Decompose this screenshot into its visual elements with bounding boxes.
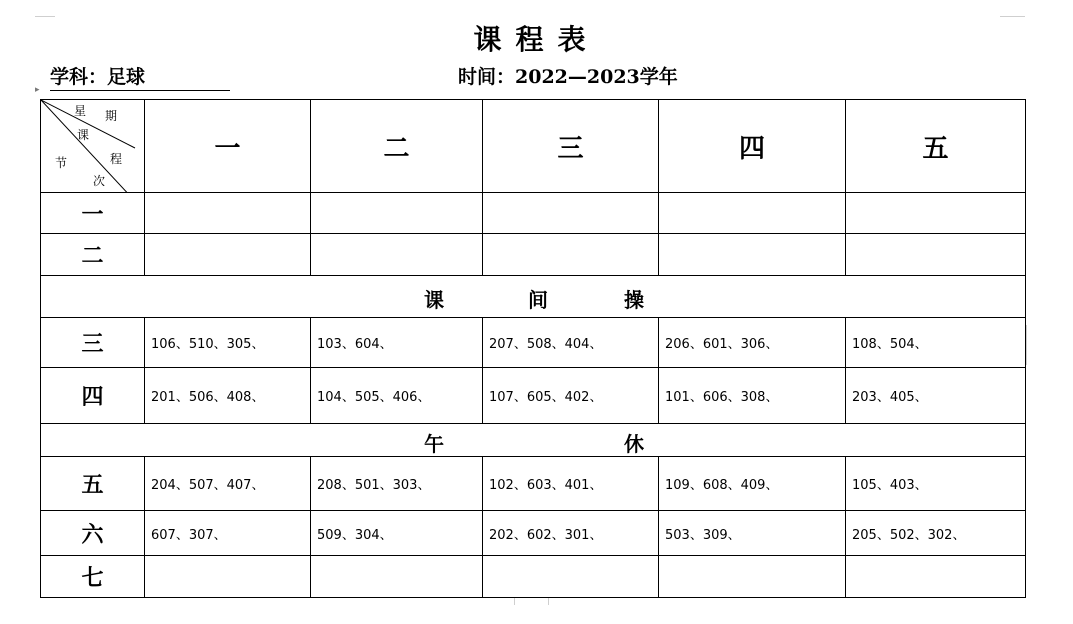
schedule-cell[interactable]: 108、504、: [846, 318, 1026, 368]
schedule-cell[interactable]: [659, 234, 846, 276]
period-label-4: 四: [41, 368, 145, 424]
schedule-cell[interactable]: [311, 193, 483, 234]
schedule-cell[interactable]: 104、505、406、: [311, 368, 483, 424]
corner-day-char-2: 期: [105, 109, 118, 123]
schedule-cell[interactable]: [846, 193, 1026, 234]
table-row: [41, 556, 1026, 598]
day-header-3: 三: [483, 100, 659, 193]
corner-course-char: 课: [77, 128, 90, 142]
period-label-5: 五: [41, 457, 145, 511]
day-header-1: 一: [145, 100, 311, 193]
day-header-5: 五: [846, 100, 1026, 193]
schedule-cell[interactable]: 207、508、404、: [483, 318, 659, 368]
schedule-cell[interactable]: [483, 556, 659, 598]
schedule-cell[interactable]: 107、605、402、: [483, 368, 659, 424]
schedule-cell[interactable]: 205、502、302、: [846, 511, 1026, 556]
schedule-cell[interactable]: [145, 234, 311, 276]
table-move-handle-icon[interactable]: ▸: [35, 85, 40, 95]
subject-field: 学科：足球: [50, 64, 230, 91]
table-row: [41, 318, 1026, 368]
page-corner-guide-top-right: [1000, 16, 1025, 17]
lunch-banner-cell: [41, 424, 1026, 457]
break-banner-char-3: 操: [624, 288, 644, 312]
schedule-cell[interactable]: 509、304、: [311, 511, 483, 556]
day-header-2: 二: [311, 100, 483, 193]
page-title: 课程表: [473, 23, 600, 56]
schedule-cell[interactable]: 101、606、308、: [659, 368, 846, 424]
schedule-cell[interactable]: 109、608、409、: [659, 457, 846, 511]
header-row: [41, 100, 1026, 193]
schedule-cell[interactable]: 203、405、: [846, 368, 1026, 424]
break-banner-cell: [41, 276, 1026, 318]
period-label-6: 六: [41, 511, 145, 556]
schedule-cell[interactable]: 202、602、301、: [483, 511, 659, 556]
schedule-cell[interactable]: [483, 193, 659, 234]
corner-day-char-1: 星: [74, 104, 87, 118]
schedule-cell[interactable]: 102、603、401、: [483, 457, 659, 511]
table-row: [41, 511, 1026, 556]
schedule-cell[interactable]: [659, 193, 846, 234]
schedule-cell[interactable]: 503、309、: [659, 511, 846, 556]
lunch-banner-char-2: 休: [624, 432, 644, 456]
corner-period-char-2: 次: [93, 174, 106, 188]
period-label-7: 七: [41, 556, 145, 598]
table-row: [41, 193, 1026, 234]
schedule-cell[interactable]: 206、601、306、: [659, 318, 846, 368]
day-header-4: 四: [659, 100, 846, 193]
corner-subject-char: 程: [110, 152, 123, 166]
schedule-cell[interactable]: [659, 556, 846, 598]
break-banner-char-2: 间: [528, 288, 548, 312]
schedule-cell[interactable]: [311, 234, 483, 276]
schedule-cell[interactable]: 105、403、: [846, 457, 1026, 511]
corner-header-cell: [41, 100, 145, 193]
schedule-cell[interactable]: [846, 234, 1026, 276]
table-row: [41, 234, 1026, 276]
schedule-cell[interactable]: [483, 234, 659, 276]
page-corner-guide-right: [1026, 325, 1027, 365]
table-row: [41, 368, 1026, 424]
schedule-cell[interactable]: 204、507、407、: [145, 457, 311, 511]
table-row: [41, 457, 1026, 511]
schedule-table: [40, 99, 1026, 598]
schedule-cell[interactable]: 103、604、: [311, 318, 483, 368]
break-banner-char-1: 课: [424, 288, 444, 312]
period-label-2: 二: [41, 234, 145, 276]
corner-period-char-1: 节: [55, 156, 68, 170]
period-label-3: 三: [41, 318, 145, 368]
schedule-cell[interactable]: 607、307、: [145, 511, 311, 556]
schedule-cell[interactable]: [846, 556, 1026, 598]
schedule-cell[interactable]: [145, 556, 311, 598]
schedule-cell[interactable]: 201、506、408、: [145, 368, 311, 424]
schedule-cell[interactable]: 208、501、303、: [311, 457, 483, 511]
schedule-cell[interactable]: [311, 556, 483, 598]
page-corner-guide-bottom-2: [548, 597, 549, 605]
lunch-banner-row: [41, 424, 1026, 457]
page-corner-guide-top-left: [35, 16, 55, 17]
lunch-banner-char-1: 午: [424, 432, 444, 456]
schedule-cell[interactable]: 106、510、305、: [145, 318, 311, 368]
time-field: 时间：2022—2023学年: [458, 66, 678, 88]
schedule-cell[interactable]: [145, 193, 311, 234]
page-corner-guide-bottom: [514, 597, 515, 605]
break-banner-row: [41, 276, 1026, 318]
period-label-1: 一: [41, 193, 145, 234]
